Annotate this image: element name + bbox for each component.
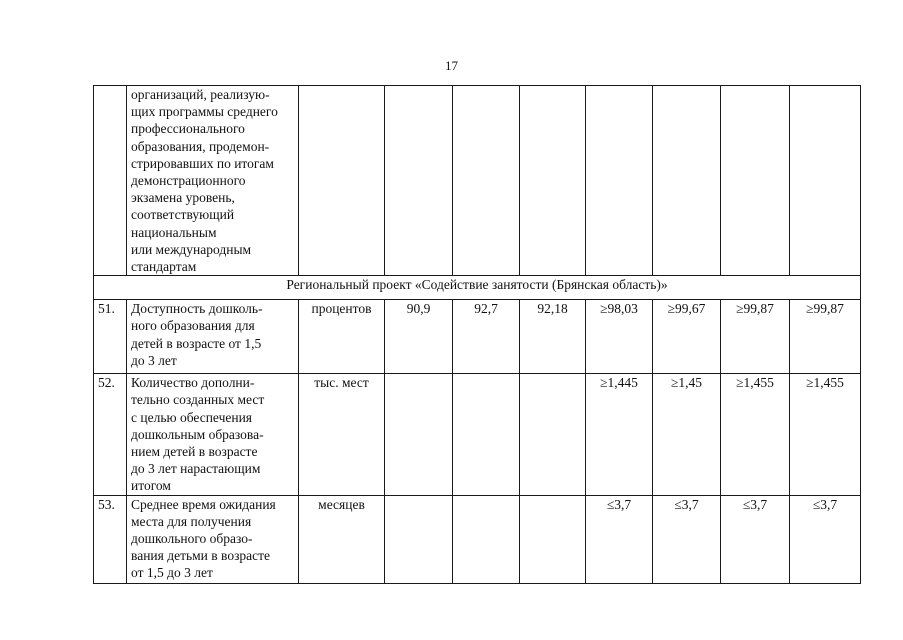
indicator-name-line: образования, продемон- [131,138,270,154]
indicator-name-line: с целью обеспечения [131,409,253,425]
indicator-name-cell [127,495,299,583]
value-cell: ≥1,455 [721,374,790,495]
value-cell: ≤3,7 [721,495,790,583]
indicator-name-line: стандартам [131,259,197,275]
value-cell: ≥1,455 [790,374,861,495]
indicator-name-line: до 3 лет нарастающим [131,461,261,477]
value-cell [520,374,586,495]
value-cell: ≤3,7 [790,495,861,583]
indicator-name-line: или международным [131,241,252,257]
section-row [94,276,861,300]
indicator-name-line: итогом [131,478,171,494]
value-cell [653,86,721,276]
value-cell: ≤3,7 [586,495,653,583]
indicator-name-cell [127,300,299,374]
indicator-name-line: ного образования для [131,318,255,334]
indicator-name-line: Среднее время ожидания [131,496,276,512]
indicator-name-line: организаций, реализую- [131,87,270,102]
indicator-name-line: Доступность дошколь- [131,301,263,317]
value-cell [790,86,861,276]
value-cell: 90,9 [385,300,453,374]
value-cell [385,374,453,495]
indicator-name-line: экзамена уровень, [131,190,235,206]
value-cell [453,374,520,495]
indicator-name-line: вания детьми в возрасте [131,548,271,564]
value-cell: ≥1,445 [586,374,653,495]
value-cell [586,86,653,276]
indicator-name-line: Количество дополни- [131,375,255,391]
indicator-name-line: щих программы среднего [131,104,278,120]
indicator-name-line: нием детей в возрасте [131,444,258,460]
indicator-name-line: стрировавших по итогам [131,155,274,171]
indicator-name-line: тельно созданных мест [131,392,265,408]
indicator-name-cell [127,374,299,495]
indicator-name-line: от 1,5 до 3 лет [131,565,213,581]
indicator-name-line: соответствующий [131,207,235,223]
value-cell [453,86,520,276]
value-cell: ≥1,45 [653,374,721,495]
value-cell: ≤3,7 [653,495,721,583]
value-cell: ≥99,67 [653,300,721,374]
indicator-name-line: детей в возрасте от 1,5 [131,335,262,351]
table-row [94,300,861,374]
indicator-name-line: места для получения [131,513,252,529]
table-row [94,374,861,495]
indicator-name-line: до 3 лет [131,352,177,368]
value-cell: 92,18 [520,300,586,374]
indicator-name-line: национальным [131,224,217,240]
unit-cell: тыс. мест [299,374,385,495]
value-cell: ≥99,87 [790,300,861,374]
unit-cell [299,86,385,276]
value-cell: ≥98,03 [586,300,653,374]
indicator-name-line: профессионального [131,121,245,137]
row-number-cell: 51. [94,300,127,374]
indicator-name-cell [127,86,299,276]
table-row-continued [94,86,861,276]
row-number-cell: 53. [94,495,127,583]
value-cell [453,495,520,583]
indicator-name-line: дошкольного образо- [131,531,253,547]
unit-cell: месяцев [299,495,385,583]
value-cell [520,495,586,583]
row-number-cell [94,86,127,276]
page-number: 17 [445,58,458,73]
indicator-name-line: демонстрационного [131,173,246,189]
section-title: Региональный проект «Содействие занятости (Брянская область)» [94,276,861,300]
indicator-name-line: дошкольным образова- [131,426,264,442]
value-cell [721,86,790,276]
value-cell [385,495,453,583]
value-cell: 92,7 [453,300,520,374]
unit-cell: процентов [299,300,385,374]
value-cell [385,86,453,276]
value-cell: ≥99,87 [721,300,790,374]
row-number-cell: 52. [94,374,127,495]
value-cell [520,86,586,276]
indicators-table [93,85,861,584]
table-row [94,495,861,583]
